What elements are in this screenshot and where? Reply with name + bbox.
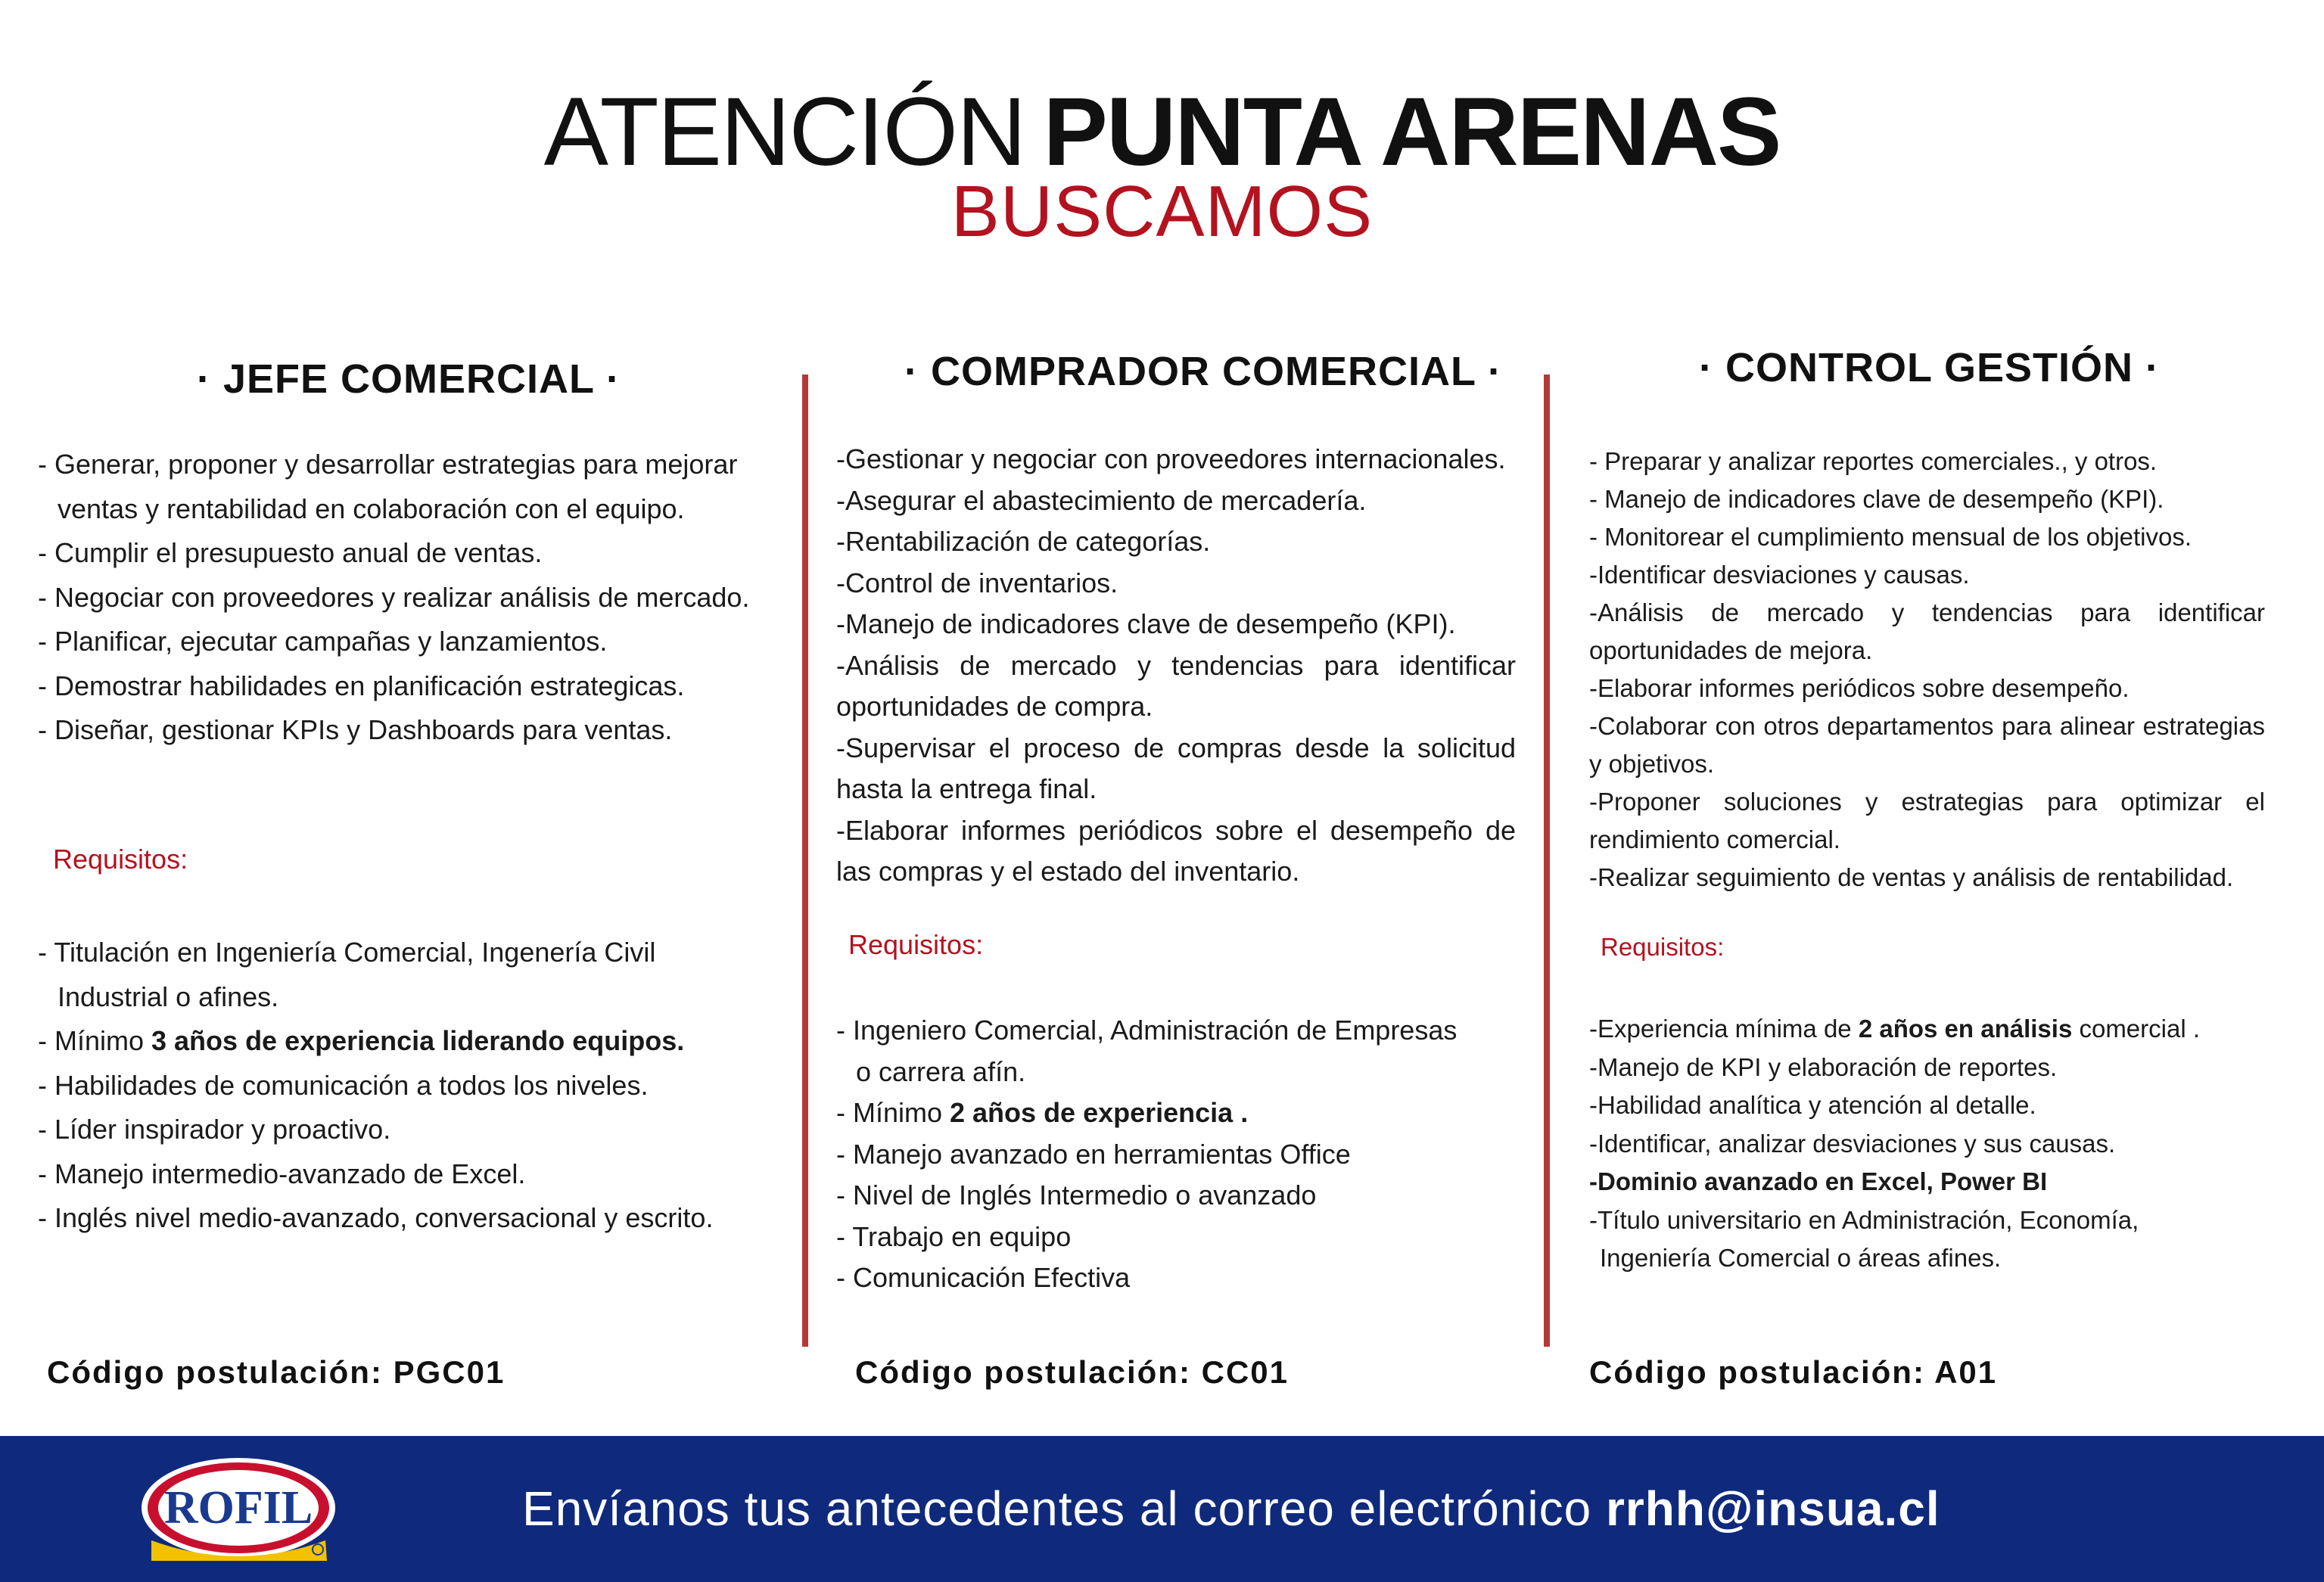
- list-item: -Gestionar y negociar con proveedores internacionales.: [836, 443, 1506, 474]
- list-item: -Identificar desviaciones y causas.: [1589, 561, 1970, 589]
- requirement-highlight: 3 años de experiencia liderando equipos.: [151, 1025, 685, 1056]
- requirements-label: Requisitos:: [848, 929, 984, 960]
- list-item: -Asegurar el abastecimiento de mercadería.: [836, 484, 1367, 516]
- list-item: [38, 1019, 713, 1064]
- list-item: -Colaborar con otros departamentos para alinear estrategias y objetivos.: [1589, 712, 2265, 778]
- list-item: - Comunicación Efectiva: [836, 1262, 1131, 1293]
- title-light: ATENCIÓN: [543, 78, 1025, 186]
- job-title: · JEFE COMERCIAL ·: [197, 356, 621, 402]
- list-item: - Trabajo en equipo: [836, 1220, 1072, 1252]
- list-item: - Negociar con proveedores y realizar análisis de mercado.: [38, 581, 750, 613]
- application-code: Código postulación: CC01: [855, 1354, 1289, 1390]
- column-divider: [802, 375, 808, 1347]
- requirements-label: Requisitos:: [53, 844, 188, 875]
- list-item: -Proponer soluciones y estrategias para optimizar el rendimiento comercial.: [1589, 788, 2265, 853]
- title-bold: PUNTA ARENAS: [1043, 78, 1781, 186]
- list-item: - Diseñar, gestionar KPIs y Dashboards para ventas.: [38, 714, 673, 745]
- list-item: -Rentabilización de categorías.: [836, 526, 1211, 557]
- list-item: -Control de inventarios.: [836, 567, 1118, 598]
- requirements-list: [836, 1010, 1457, 1299]
- task-list: [1589, 443, 2265, 897]
- list-item: - Generar, proponer y desarrollar estrategias para mejorar: [38, 449, 738, 480]
- list-item: -Realizar seguimiento de ventas y análisis de rentabilidad.: [1589, 863, 2234, 891]
- list-item: - Cumplir el presupuesto anual de ventas.: [38, 537, 543, 568]
- list-item: - Manejo de indicadores clave de desempeño (KPI).: [1589, 485, 2164, 513]
- requirement-suffix: comercial .: [2072, 1015, 2201, 1043]
- list-item: Ingeniería Comercial o áreas afines.: [1600, 1244, 2002, 1272]
- list-item: - Ingeniero Comercial, Administración de Empresas: [836, 1015, 1458, 1046]
- list-item: o carrera afín.: [856, 1055, 1026, 1087]
- contact-email[interactable]: rrhh@insua.cl: [1605, 1481, 1940, 1536]
- job-title: · CONTROL GESTIÓN ·: [1699, 345, 2160, 390]
- task-list: [836, 439, 1516, 893]
- list-item: -Título universitario en Administración, Economía,: [1589, 1205, 2139, 1234]
- list-item: [1589, 1010, 2200, 1049]
- list-item: - Habilidades de comunicación a todos los niveles.: [38, 1069, 649, 1101]
- requirement-prefix: - Mínimo: [38, 1025, 152, 1056]
- list-item: -Dominio avanzado en Excel, Power BI: [1589, 1167, 2048, 1195]
- list-item: -Manejo de KPI y elaboración de reportes.: [1589, 1052, 2058, 1081]
- requirement-prefix: -Experiencia mínima de: [1589, 1015, 1859, 1043]
- task-list: [38, 443, 749, 753]
- list-item: -Habilidad analítica y atención al detalle.: [1589, 1091, 2036, 1119]
- requirement-prefix: - Mínimo: [836, 1097, 950, 1128]
- list-item: - Líder inspirador y proactivo.: [38, 1114, 391, 1145]
- list-item: -Identificar, analizar desviaciones y sus causas.: [1589, 1129, 2116, 1158]
- requirements-list: [38, 931, 713, 1241]
- list-item: [836, 1092, 1457, 1134]
- column-divider: [1544, 375, 1550, 1347]
- requirement-highlight: 2 años de experiencia .: [950, 1097, 1249, 1128]
- list-item: -Análisis de mercado y tendencias para identificar oportunidades de mejora.: [1589, 598, 2265, 664]
- job-title: · COMPRADOR COMERCIAL ·: [904, 349, 1502, 394]
- list-item: - Demostrar habilidades en planificación estrategicas.: [38, 670, 685, 701]
- requirements-list: [1589, 1010, 2200, 1278]
- requirements-label: Requisitos:: [1601, 933, 1725, 961]
- list-item: - Titulación en Ingeniería Comercial, Ingenería Civil: [38, 937, 656, 968]
- rofil-logo: [136, 1451, 341, 1568]
- subtitle: BUSCAMOS: [950, 171, 1374, 252]
- logo-text: ROFIL: [163, 1482, 313, 1534]
- list-item: -Análisis de mercado y tendencias para identificar oportunidades de compra.: [836, 649, 1516, 722]
- application-code: Código postulación: PGC01: [47, 1354, 506, 1390]
- list-item: -Manejo de indicadores clave de desempeño (KPI).: [836, 608, 1456, 639]
- list-item: - Planificar, ejecutar campañas y lanzamientos.: [38, 626, 608, 657]
- list-item: - Preparar y analizar reportes comerciales., y otros.: [1589, 447, 2158, 475]
- list-item: ventas y rentabilidad en colaboración con el equipo.: [58, 493, 685, 524]
- contact-prefix: Envíanos tus antecedentes al correo electrónico: [522, 1481, 1606, 1536]
- footer-banner: [0, 1436, 2324, 1582]
- list-item: - Manejo avanzado en herramientas Office: [836, 1138, 1351, 1170]
- list-item: Industrial o afines.: [58, 981, 279, 1012]
- list-item: -Supervisar el proceso de compras desde la solicitud hasta la entrega final.: [836, 732, 1516, 804]
- list-item: - Inglés nivel medio-avanzado, conversacional y escrito.: [38, 1202, 714, 1233]
- list-item: - Monitorear el cumplimiento mensual de los objetivos.: [1589, 523, 2192, 551]
- list-item: -Elaborar informes periódicos sobre desempeño.: [1589, 674, 2130, 702]
- application-code: Código postulación: A01: [1589, 1354, 1998, 1390]
- contact-text: [522, 1436, 1940, 1582]
- requirement-highlight: 2 años en análisis: [1858, 1015, 2073, 1043]
- list-item: - Nivel de Inglés Intermedio o avanzado: [836, 1180, 1317, 1211]
- list-item: -Elaborar informes periódicos sobre el desempeño de las compras y el estado del inventario.: [836, 814, 1516, 887]
- list-item: - Manejo intermedio-avanzado de Excel.: [38, 1158, 526, 1189]
